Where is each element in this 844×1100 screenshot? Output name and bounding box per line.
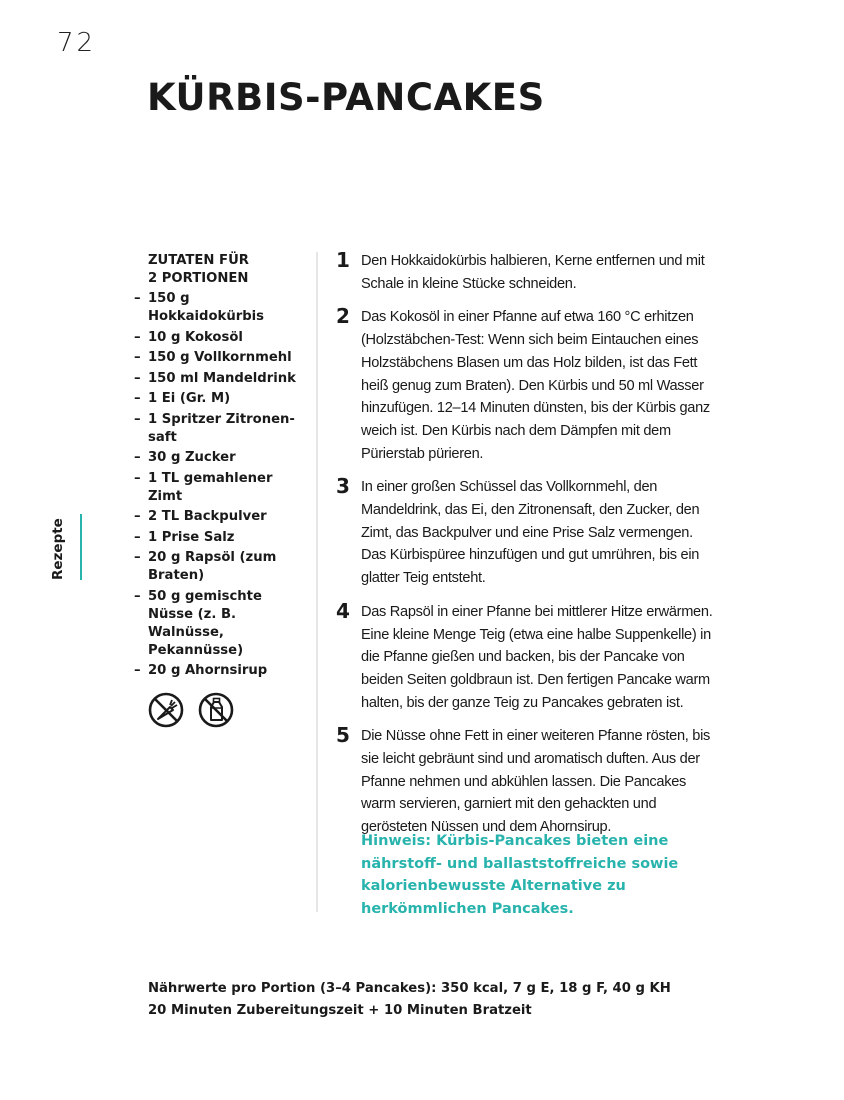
no-milk-icon [198,692,234,728]
column-divider [316,252,318,912]
step-5 [336,725,721,839]
step-3 [336,476,721,590]
step-number: 5 [336,723,350,748]
step-text: In einer großen Schüssel das Vollkornmehl, den Mandeldrink, das Ei, den Zitronensaft, den Zucker, den Zimt, das Backpulver und eine Prise Salz vermengen. Das Kürbispüree hinzufügen und gut umrühren, bis ein glatter Teig entsteht. [361,479,700,587]
step-text: Das Kokosöl in einer Pfanne auf etwa 160 °C erhitzen (Holzstäbchen-Test: Wenn sich beim Eintauchen eines Holzstäbchens Blasen um das Holz bilden, ist das Fett heiß genug zum Braten). Den Kürbis und 50 ml Wasser hinzufügen. 12–14 Minuten dünsten, bis der Kürbis ganz weich ist. Den Kürbis nach dem Dämpfen mit dem Pürierstab pürieren. [361,309,710,462]
ingredient-item: – 150 g Hokkaidokürbis [130,290,305,326]
nutrition-info [148,978,828,1022]
step-text: Die Nüsse ohne Fett in einer weiteren Pfanne rösten, bis sie leicht gebräunt sind und aromatisch duften. Aus der Pfanne nehmen und abkühlen lassen. Die Pancakes warm servieren, garniert mit den gehackten und gerösteten Nüssen und dem Ahornsirup. [361,728,711,836]
step-number: 3 [336,474,350,499]
ingredients-heading-line2: 2 PORTIONEN [148,271,249,286]
ingredient-item: – 1 Ei (Gr. M) [130,390,305,408]
step-number: 2 [336,304,350,329]
nutrition-values: Nährwerte pro Portion (3–4 Pancakes): 350 kcal, 7 g E, 18 g F, 40 g KH [148,981,671,996]
ingredients-block [130,252,305,683]
step-text: Den Hokkaidokürbis halbieren, Kerne entfernen und mit Schale in kleine Stücke schneiden. [361,253,705,292]
diet-icons [148,692,234,728]
side-accent-line [80,514,82,580]
ingredient-item: – 2 TL Backpulver [130,508,305,526]
ingredients-heading-line1: ZUTATEN FÜR [148,253,249,268]
preparation-time: 20 Minuten Zubereitungszeit + 10 Minuten Bratzeit [148,1003,532,1018]
ingredient-item: – 10 g Kokosöl [130,329,305,347]
ingredient-item: – 150 g Vollkornmehl [130,349,305,367]
ingredients-list [130,290,305,680]
step-2 [336,306,721,465]
ingredient-item: – 150 ml Mandeldrink [130,370,305,388]
step-number: 1 [336,248,350,272]
no-carrot-icon [148,692,184,728]
ingredient-item: – 1 Prise Salz [130,529,305,547]
ingredient-item: – 20 g Ahornsirup [130,662,305,680]
hint-note: Hinweis: Kürbis-Pancakes bieten eine nährstoff- und ballaststoffreiche sowie kalorienbewusste Alternative zu herkömmlichen Pancakes. [361,833,679,918]
ingredient-item: – 30 g Zucker [130,449,305,467]
page-number: 72 [57,28,97,58]
side-section-text: Rezepte [50,518,66,580]
page-title: KÜRBIS-PANCAKES [147,76,545,119]
side-section-label [50,514,66,580]
step-4 [336,598,721,715]
ingredient-item: – 50 g gemischte Nüsse (z. B. Walnüsse, Pekannüsse) [130,588,305,660]
step-number: 4 [336,598,350,623]
instruction-steps [336,250,721,850]
step-1 [336,250,721,295]
ingredient-item: – 20 g Rapsöl (zum Braten) [130,549,305,585]
ingredient-item: – 1 TL gemahlener Zimt [130,470,305,506]
ingredient-item: – 1 Spritzer Zitronen-saft [130,411,305,447]
step-text: Das Rapsöl in einer Pfanne bei mittlerer Hitze erwärmen. Eine kleine Menge Teig (etwa eine halbe Suppenkelle) in die Pfanne gießen und backen, bis der Pancake von beiden Seiten goldbraun ist. Den fertigen Pancake warm halten, bis der ganze Teig zu Pancakes gebraten ist. [361,603,713,711]
ingredients-heading [130,252,305,288]
